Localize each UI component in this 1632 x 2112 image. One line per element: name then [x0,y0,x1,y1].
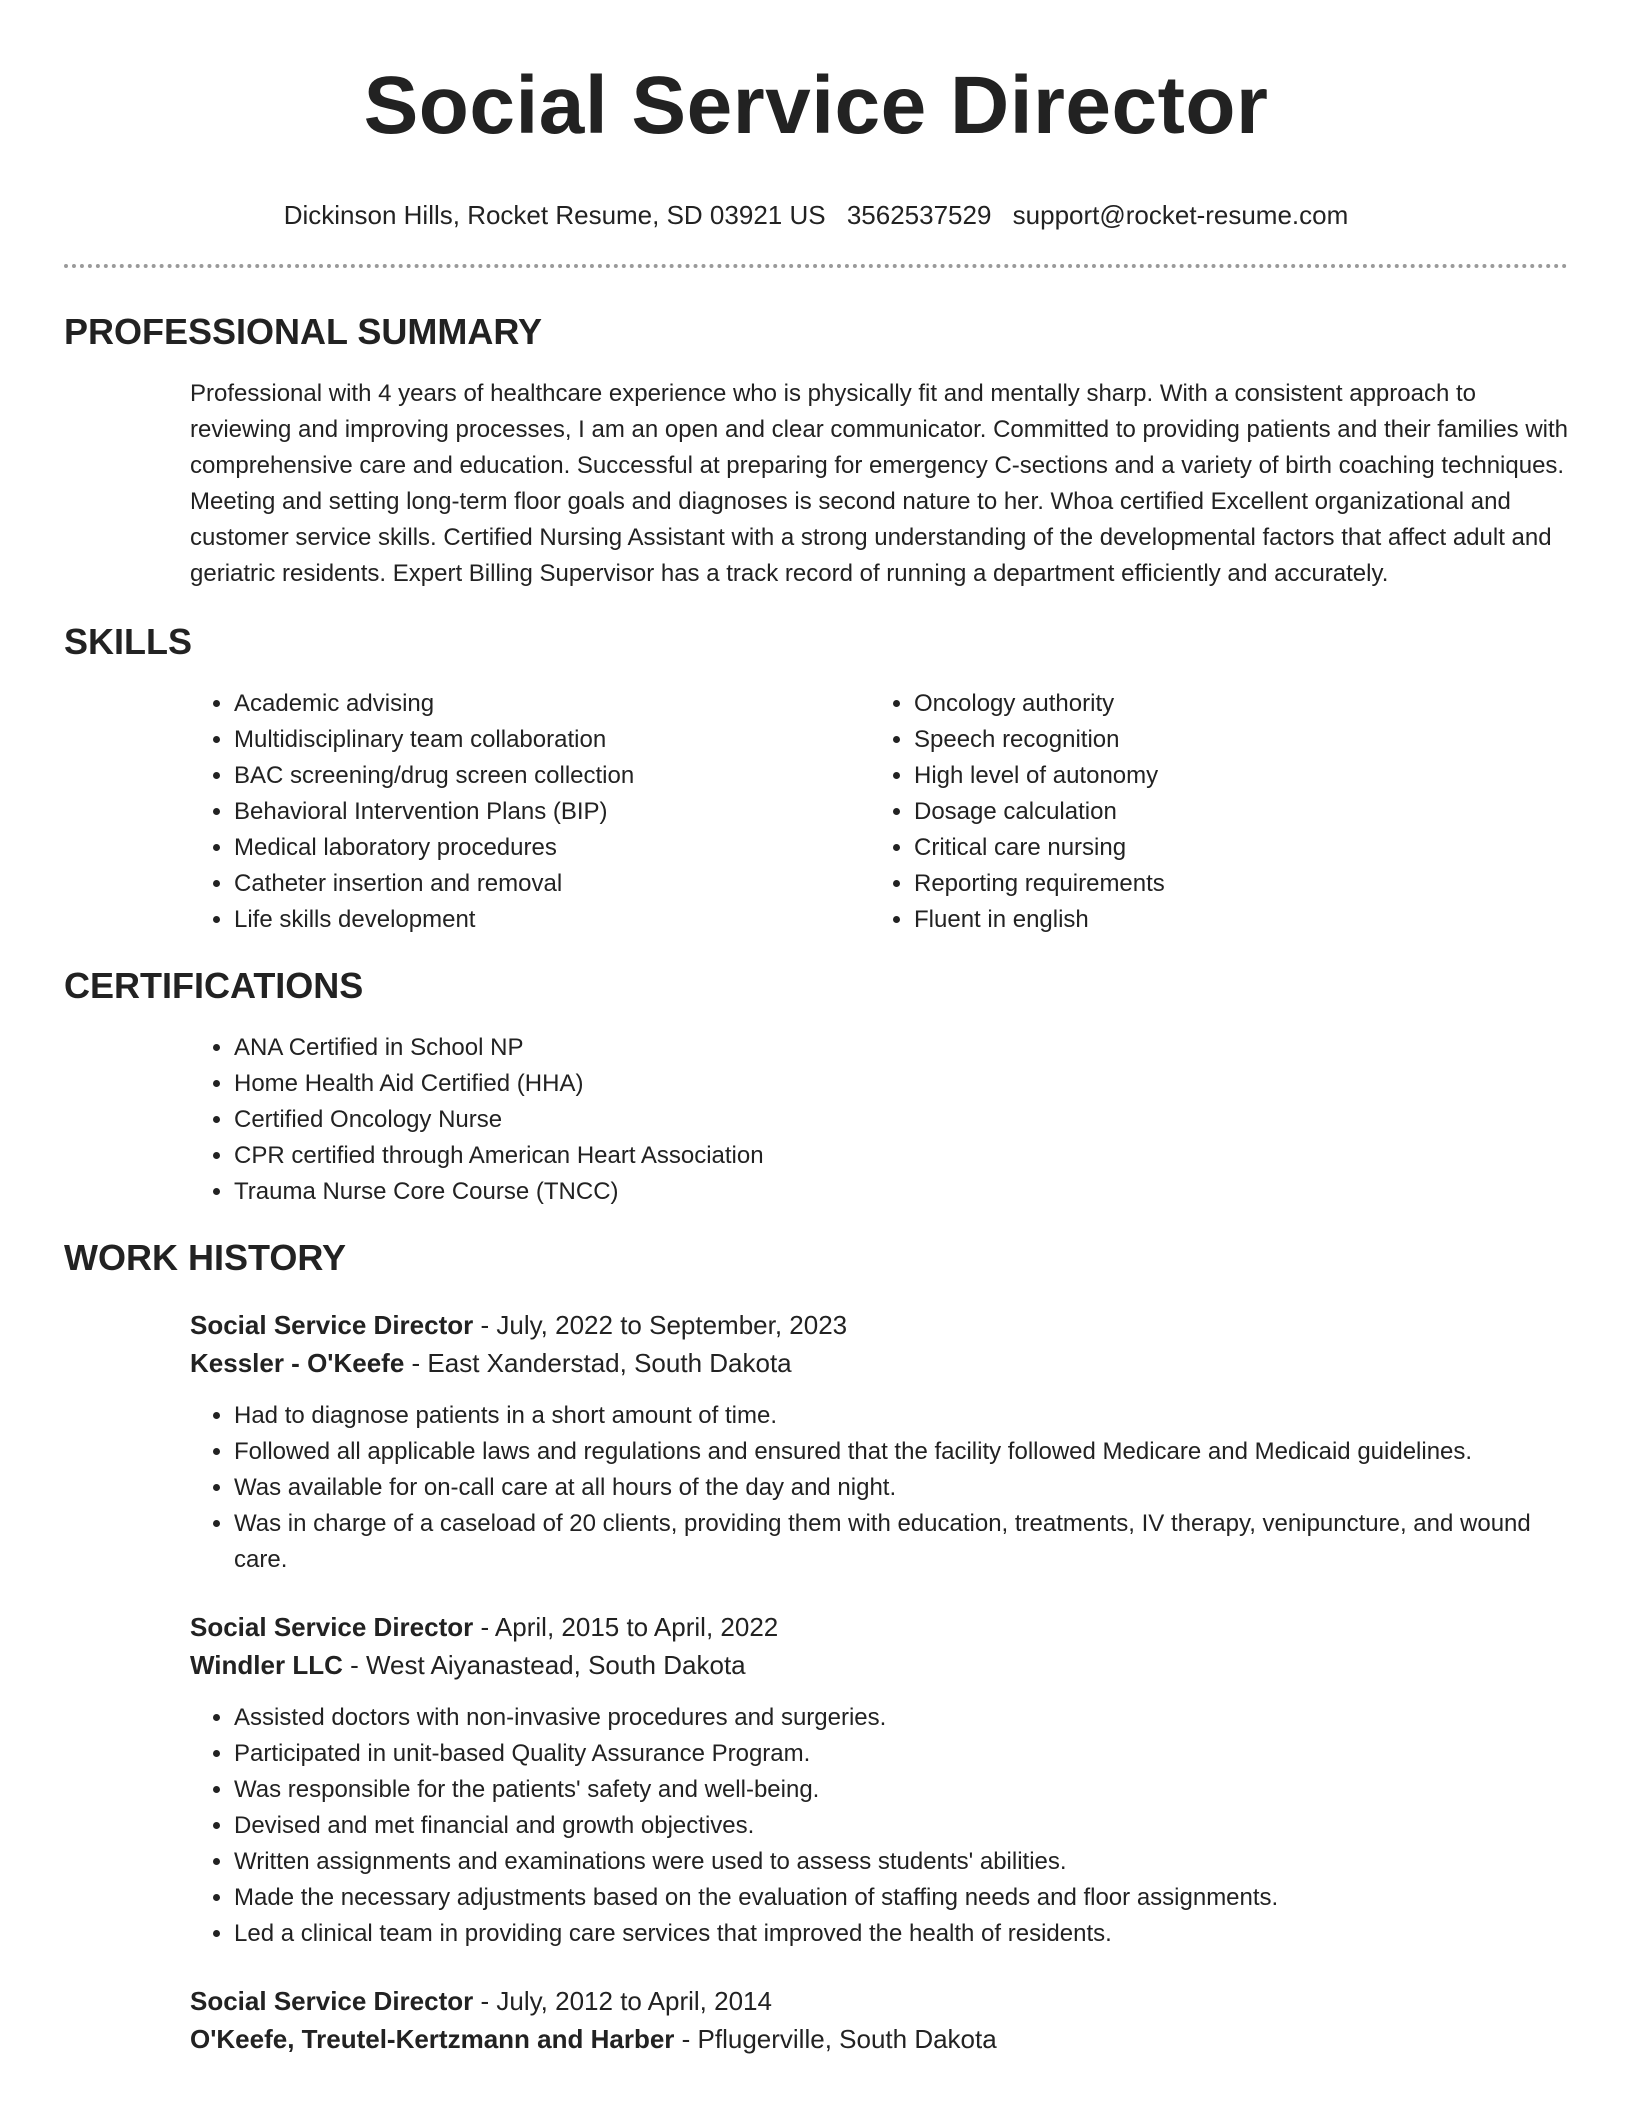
certification-item: • Certified Oncology Nurse [234,1102,1568,1138]
header-divider [64,264,1568,268]
skill-item: • Life skills development [234,902,870,938]
job-company-line [190,2020,1568,2058]
job-company-line [190,1344,1568,1382]
job-bullet: • Led a clinical team in providing care services that improved the health of residents. [234,1916,1568,1952]
skill-item: • Medical laboratory procedures [234,830,870,866]
job-entry [190,1982,1568,2058]
job-company-line [190,1646,1568,1684]
job-company: Kessler - O'Keefe [190,1348,405,1378]
job-bullets [190,1700,1568,1952]
skills-column-right [870,686,1550,938]
skill-item: • Speech recognition [914,722,1550,758]
job-entry [190,1306,1568,1578]
contact-email: support@rocket-resume.com [1012,200,1349,230]
job-bullet: • Participated in unit-based Quality Assurance Program. [234,1736,1568,1772]
job-location: - West Aiyanastead, South Dakota [342,1650,746,1680]
skill-item: • Catheter insertion and removal [234,866,870,902]
job-location: - East Xanderstad, South Dakota [404,1348,792,1378]
skill-item: • Behavioral Intervention Plans (BIP) [234,794,870,830]
summary-heading: PROFESSIONAL SUMMARY [64,311,543,352]
resume-title: Social Service Director [363,60,1269,151]
job-bullet: • Was responsible for the patients' safety and well-being. [234,1772,1568,1808]
job-entry [190,1608,1568,1952]
job-location: - Pflugerville, South Dakota [674,2024,997,2054]
job-title-line [190,1306,1568,1344]
certification-item: • CPR certified through American Heart Association [234,1138,1568,1174]
job-bullets-wrap [190,1398,1568,1578]
job-title-line [190,1608,1568,1646]
job-bullet: • Made the necessary adjustments based on the evaluation of staffing needs and floor assignments. [234,1880,1568,1916]
certifications-list [190,1030,1568,1210]
job-company: Windler LLC [190,1650,343,1680]
job-role: Social Service Director [190,1310,474,1340]
skills-heading: SKILLS [64,621,193,662]
job-bullet: • Devised and met financial and growth objectives. [234,1808,1568,1844]
skill-item: • Reporting requirements [914,866,1550,902]
contact-phone: 3562537529 [846,200,992,230]
certifications-heading: CERTIFICATIONS [64,965,364,1006]
job-title-line [190,1982,1568,2020]
skill-item: • Multidisciplinary team collaboration [234,722,870,758]
job-bullet: • Written assignments and examinations were used to assess students' abilities. [234,1844,1568,1880]
skill-item: • Critical care nursing [914,830,1550,866]
job-dates: - July, 2012 to April, 2014 [473,1986,772,2016]
certification-item: • Home Health Aid Certified (HHA) [234,1066,1568,1102]
skill-item: • Dosage calculation [914,794,1550,830]
skill-item: • BAC screening/drug screen collection [234,758,870,794]
skill-item: • Fluent in english [914,902,1550,938]
job-bullets [190,1398,1568,1578]
skills-list-left [190,686,870,938]
job-bullet: • Followed all applicable laws and regulations and ensured that the facility followed Medicare and Medicaid guidelines. [234,1434,1568,1470]
job-bullet: • Was available for on-call care at all hours of the day and night. [234,1470,1568,1506]
skills-list-right [870,686,1550,938]
job-dates: - April, 2015 to April, 2022 [473,1612,779,1642]
skills-column-left [190,686,870,938]
skill-item: • Oncology authority [914,686,1550,722]
skill-item: • High level of autonomy [914,758,1550,794]
job-bullets-wrap [190,1700,1568,1952]
certifications-list-wrap [190,1030,1568,1210]
work-history-heading: WORK HISTORY [64,1237,347,1278]
contact-line [64,198,1568,232]
skills-section [64,620,1568,938]
job-role: Social Service Director [190,1986,474,2016]
job-company: O'Keefe, Treutel-Kertzmann and Harber [190,2024,675,2054]
skills-grid [190,686,1568,938]
job-bullet: • Assisted doctors with non-invasive procedures and surgeries. [234,1700,1568,1736]
summary-section [64,310,1568,592]
job-bullet: • Had to diagnose patients in a short amount of time. [234,1398,1568,1434]
summary-text: Professional with 4 years of healthcare experience who is physically fit and mentally sharp. With a consistent approach to reviewing and improving processes, I am an open and clear communicator. Committed to providing patients and their families with comprehensive care and education. Successful at preparing for emergency C-sections and a variety of birth coaching techniques. Meeting and setting long-term floor goals and diagnoses is second nature to her. Whoa certified Excellent organizational and customer service skills. Certified Nursing Assistant with a strong understanding of the developmental factors that affect adult and geriatric residents. Expert Billing Supervisor has a track record of running a department efficiently and accurately. [190,380,1569,587]
certification-item: • ANA Certified in School NP [234,1030,1568,1066]
job-bullet: • Was in charge of a caseload of 20 clients, providing them with education, treatments, IV therapy, venipuncture, and wound care. [234,1506,1568,1578]
skill-item: • Academic advising [234,686,870,722]
job-role: Social Service Director [190,1612,474,1642]
certifications-section [64,964,1568,1210]
job-dates: - July, 2022 to September, 2023 [473,1310,848,1340]
certification-item: • Trauma Nurse Core Course (TNCC) [234,1174,1568,1210]
work-history-section [64,1236,1568,2058]
contact-address: Dickinson Hills, Rocket Resume, SD 03921 US [283,200,826,230]
